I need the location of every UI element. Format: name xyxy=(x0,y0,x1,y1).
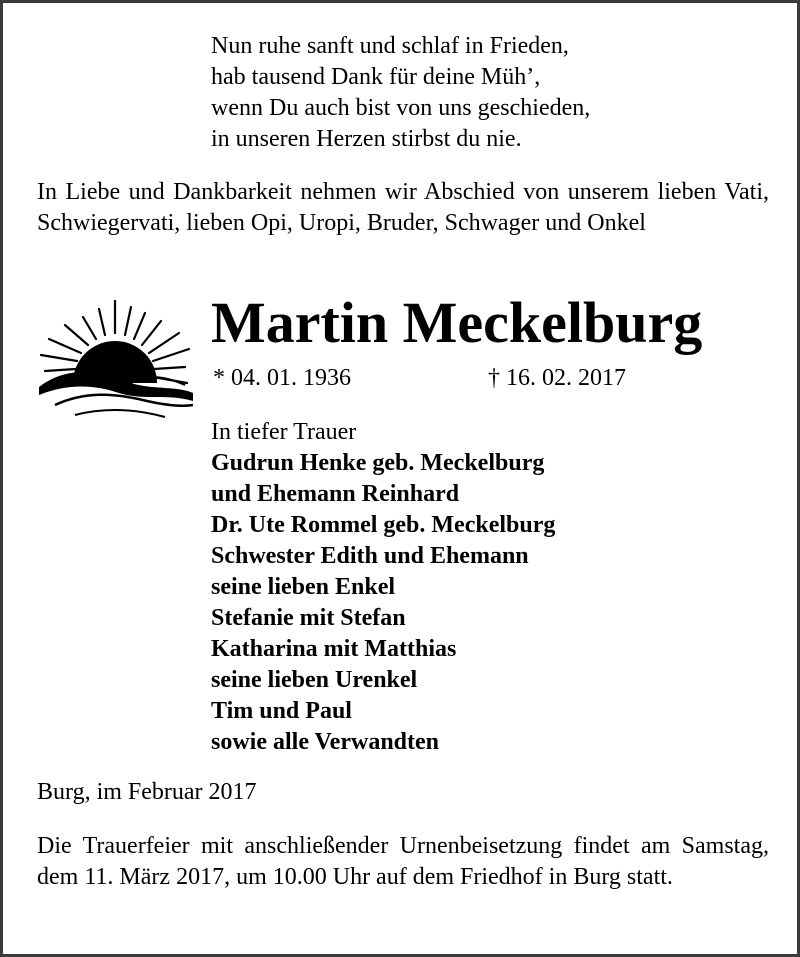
deceased-name: Martin Meckelburg xyxy=(211,290,703,355)
place-date: Burg, im Februar 2017 xyxy=(37,779,257,805)
intro-text: In Liebe und Dankbarkeit nehmen wir Abschied von unserem lieben Vati, Schwiegervati, lieben Opi, Uropi, Bruder, Schwager und Onkel xyxy=(37,179,769,236)
sunset-over-hills-icon xyxy=(35,297,195,427)
mourner-line: Katharina mit Matthias xyxy=(211,636,457,662)
mourners-lead: In tiefer Trauer xyxy=(211,419,357,445)
poem-line: Nun ruhe sanft und schlaf in Frieden, xyxy=(211,33,569,59)
mourner-line: Tim und Paul xyxy=(211,698,352,724)
poem-line: wenn Du auch bist von uns geschieden, xyxy=(211,95,591,121)
birth-date: * 04. 01. 1936 xyxy=(213,365,351,391)
death-date: † 16. 02. 2017 xyxy=(488,365,626,391)
mourners-list xyxy=(211,417,555,758)
mourner-line: seine lieben Urenkel xyxy=(211,667,418,693)
mourner-line: seine lieben Enkel xyxy=(211,574,396,600)
poem-line: in unseren Herzen stirbst du nie. xyxy=(211,126,522,152)
mourner-line: und Ehemann Reinhard xyxy=(211,481,460,507)
poem-line: hab tausend Dank für deine Müh’, xyxy=(211,64,541,90)
poem xyxy=(211,31,590,155)
mourner-line: Gudrun Henke geb. Meckelburg xyxy=(211,450,545,476)
mourner-line: Schwester Edith und Ehemann xyxy=(211,543,529,569)
mourner-line: sowie alle Verwandten xyxy=(211,729,439,755)
mourner-line: Dr. Ute Rommel geb. Meckelburg xyxy=(211,512,556,538)
mourner-line: Stefanie mit Stefan xyxy=(211,605,406,631)
service-info: Die Trauerfeier mit anschließender Urnenbeisetzung findet am Samstag, dem 11. März 2017, um 10.00 Uhr auf dem Friedhof in Burg statt. xyxy=(37,833,769,890)
